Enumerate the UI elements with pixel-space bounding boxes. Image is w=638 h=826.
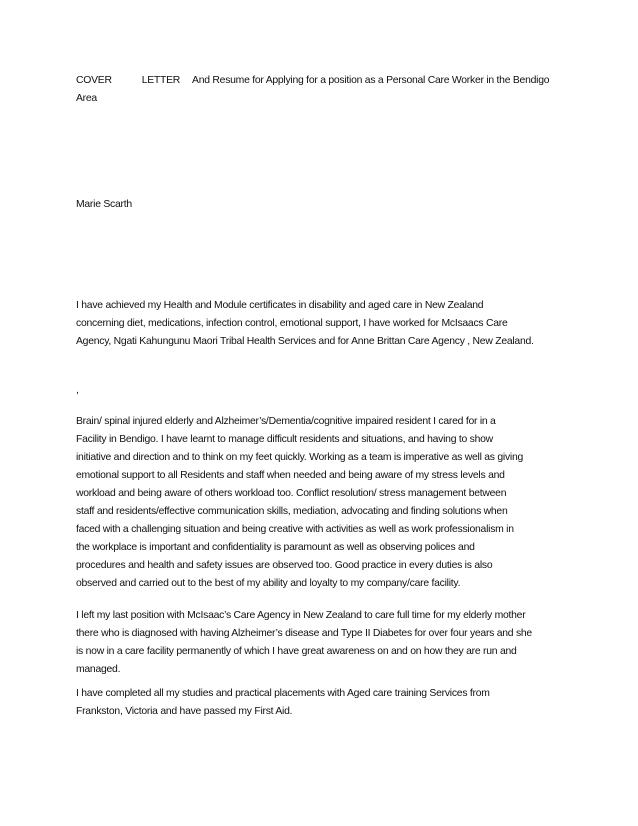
- paragraph-line: there who is diagnosed with having Alzheimer’s disease and Type II Diabetes for over four years and she: [76, 628, 532, 639]
- paragraph-experience: [76, 413, 576, 593]
- paragraph-line: Frankston, Victoria and have passed my First Aid.: [76, 706, 293, 717]
- paragraph-line: staff and residents/effective communication skills, mediation, advocating and finding solutions when: [76, 506, 508, 517]
- title-word-cover: COVER: [76, 75, 112, 86]
- paragraph-line: I have achieved my Health and Module certificates in disability and aged care in New Zealand: [76, 300, 484, 311]
- document-title: [76, 72, 576, 108]
- author-name: [76, 196, 576, 214]
- paragraph-line: observed and carried out to the best of my ability and loyalty to my company/care facility.: [76, 578, 461, 589]
- title-word-letter: LETTER: [141, 75, 181, 86]
- paragraph-line: is now in a care facility permanently of which I have great awareness on and on how they are run and: [76, 646, 517, 657]
- comma-line: [76, 382, 576, 400]
- title-line-2: Area: [76, 93, 97, 104]
- paragraph-line: faced with a challenging situation and being creative with activities as well as work professionalism in: [76, 524, 514, 535]
- paragraph-line: workload and being aware of others workload too. Conflict resolution/ stress management between: [76, 488, 507, 499]
- paragraph-family: [76, 607, 576, 679]
- paragraph-line: Facility in Bendigo. I have learnt to manage difficult residents and situations, and having to show: [76, 434, 493, 445]
- paragraph-studies: [76, 685, 576, 721]
- paragraph-line: Brain/ spinal injured elderly and Alzheimer’s/Dementia/cognitive impaired resident I cared for in a: [76, 416, 496, 427]
- paragraph-line: emotional support to all Residents and staff when needed and being aware of my stress levels and: [76, 470, 505, 481]
- paragraph-line: concerning diet, medications, infection control, emotional support, I have worked for McIsaacs Care: [76, 318, 508, 329]
- author-name-text: Marie Scarth: [76, 199, 132, 210]
- title-line-1: [76, 72, 576, 90]
- paragraph-line: I left my last position with McIsaac’s Care Agency in New Zealand to care full time for my elderly mother: [76, 610, 526, 621]
- paragraph-line: I have completed all my studies and practical placements with Aged care training Services from: [76, 688, 490, 699]
- paragraph-qualifications: [76, 297, 576, 351]
- title-rest: And Resume for Applying for a position as a Personal Care Worker in the Bendigo: [192, 75, 550, 86]
- paragraph-line: initiative and direction and to think on my feet quickly. Working as a team is imperative as well as giving: [76, 452, 524, 463]
- paragraph-line: the workplace is important and confidentiality is paramount as well as observing polices and: [76, 542, 475, 553]
- paragraph-line: procedures and health and safety issues are observed too. Good practice in every duties is also: [76, 560, 493, 571]
- comma-text: ,: [76, 385, 79, 396]
- paragraph-line: managed.: [76, 664, 121, 675]
- paragraph-line: Agency, Ngati Kahungunu Maori Tribal Health Services and for Anne Brittan Care Agency , New Zealand.: [76, 336, 534, 347]
